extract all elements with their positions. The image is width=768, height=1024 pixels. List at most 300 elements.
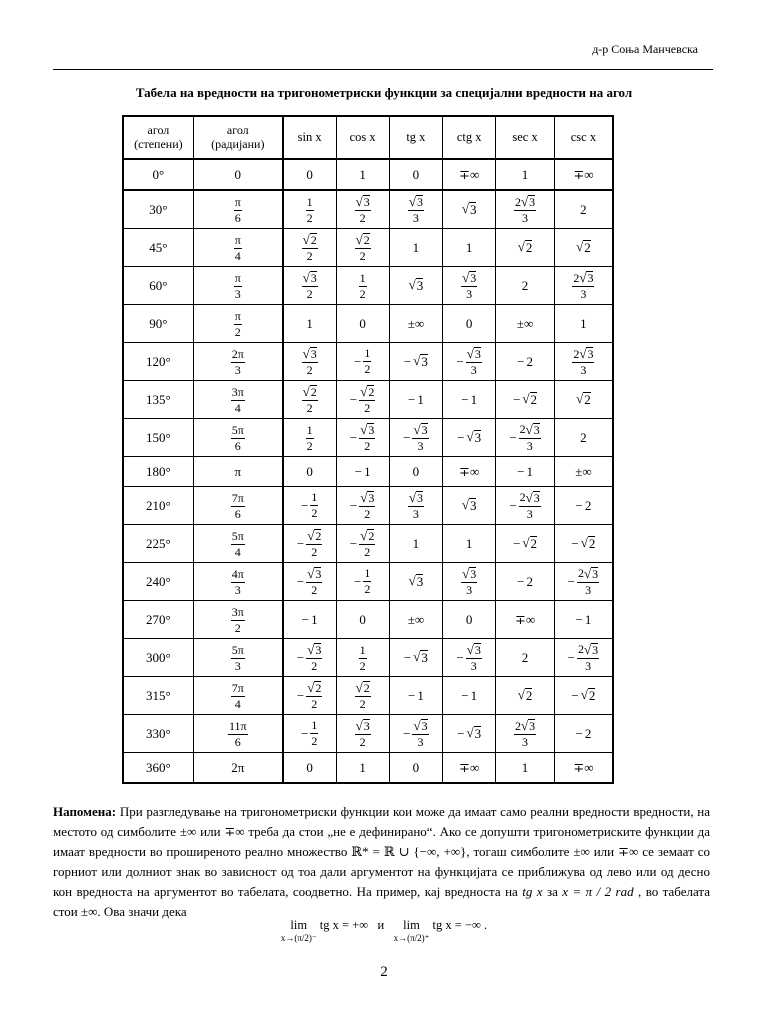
table-cell (443, 419, 496, 457)
minus-sign: − (403, 649, 412, 665)
value (576, 727, 592, 740)
table-cell (193, 753, 282, 784)
math-term: 2 (359, 248, 366, 263)
value (517, 575, 533, 588)
minus-sign: − (403, 726, 411, 741)
sqrt (303, 347, 317, 361)
math-term: 7π (231, 490, 244, 505)
fraction (302, 347, 318, 376)
table-cell (123, 267, 193, 305)
note-text-4: треба да стои „не е дефинирано“. Ако се допушти тригонометриските функции да имаат вредности во проширеното реално множество (53, 824, 711, 859)
fraction (355, 233, 371, 262)
note-text-1: При разгледување на тригонометриски функции кои може да имаат само реални вредности (119, 804, 630, 819)
denominator (235, 363, 241, 377)
sqrt-sign: √ (408, 573, 416, 589)
limit-operator: lim (403, 918, 420, 932)
value (413, 241, 420, 254)
numerator (234, 310, 242, 325)
sqrt-sign: √ (517, 687, 525, 703)
math-term: 2 √ 3 (573, 346, 594, 362)
math-term (581, 688, 596, 703)
table-cell (123, 563, 193, 601)
math-term: 1 (470, 688, 478, 703)
math-term (307, 529, 321, 543)
sqrt-sign: √ (408, 489, 416, 505)
value (153, 168, 165, 181)
numerator (228, 720, 248, 735)
fraction (302, 385, 318, 414)
table-cell (496, 190, 555, 229)
minus-sign: − (575, 612, 583, 627)
value (354, 347, 371, 375)
value (409, 574, 424, 589)
table-cell (496, 457, 555, 487)
numerator (234, 234, 242, 249)
table-title: Табела на вредности на тригонометриски функции за специјални вредности на агол (135, 85, 633, 100)
radicand: 3 (469, 498, 477, 514)
minus-sign: − (517, 574, 525, 589)
denominator (360, 211, 366, 225)
value (571, 536, 595, 551)
table-cell (389, 343, 442, 381)
table-cell (496, 715, 555, 753)
value (459, 761, 479, 774)
math-term: 3 (526, 506, 533, 521)
numerator (359, 529, 375, 545)
math-term: 2 (359, 286, 366, 301)
table-cell (193, 190, 282, 229)
table-cell (554, 563, 613, 601)
table-cell (123, 381, 193, 419)
value (149, 241, 167, 254)
table-cell (123, 343, 193, 381)
sqrt (413, 650, 428, 665)
radicand: 3 (533, 490, 540, 505)
note-symbol: ±∞ (573, 844, 590, 859)
value (404, 650, 428, 665)
radicand: 2 (588, 536, 596, 552)
minus-sign: − (575, 498, 583, 513)
math-term (466, 726, 481, 741)
value (580, 203, 587, 216)
math-term: 1 (521, 167, 529, 182)
table-cell (283, 343, 336, 381)
radicand: 3 (474, 726, 482, 742)
value (456, 643, 481, 672)
value (580, 431, 587, 444)
denominator (527, 439, 533, 453)
value (355, 681, 371, 710)
fraction (231, 424, 245, 452)
math-term: 1 (584, 612, 592, 627)
table-cell (389, 601, 442, 639)
column-header: sin x (283, 116, 336, 159)
denominator (418, 439, 424, 453)
sqrt-sign: √ (302, 269, 310, 285)
value (231, 606, 245, 634)
sqrt-sign: √ (520, 718, 529, 734)
sqrt-sign: √ (408, 193, 416, 209)
numerator (572, 347, 594, 363)
note-text-10: . Ова значи дека (97, 904, 187, 919)
radicand: 3 (416, 278, 424, 294)
math-term: 2 (359, 210, 366, 225)
value (457, 726, 481, 741)
math-term: 2 (364, 438, 371, 453)
math-term: 1 (306, 422, 313, 437)
sqrt-sign: √ (522, 535, 530, 551)
fraction (302, 233, 318, 262)
math-term (303, 233, 317, 247)
numerator (231, 682, 245, 697)
math-term: 3 (470, 362, 477, 377)
numerator (306, 681, 322, 697)
radicand: 3 (363, 718, 370, 733)
table-cell (283, 457, 336, 487)
table-cell (443, 159, 496, 190)
sqrt-sign: √ (579, 270, 587, 286)
table-cell (554, 601, 613, 639)
sqrt-sign: √ (302, 345, 310, 361)
sqrt (307, 567, 321, 581)
numerator (466, 643, 482, 659)
table-cell (443, 190, 496, 229)
value (462, 202, 477, 217)
value (302, 385, 318, 414)
value (568, 643, 599, 672)
column-header: csc x (554, 116, 613, 159)
value (231, 682, 245, 710)
table-cell (554, 419, 613, 457)
math-term: 0 (234, 167, 242, 182)
sqrt (521, 719, 535, 733)
value (518, 240, 533, 255)
denominator (311, 583, 317, 597)
table-cell (336, 305, 389, 343)
table-row (123, 601, 613, 639)
value (350, 529, 375, 558)
table-cell (336, 419, 389, 457)
sqrt-sign: √ (580, 687, 588, 703)
value (231, 644, 245, 672)
table-cell (496, 159, 555, 190)
sqrt (581, 688, 596, 703)
sqrt (303, 233, 317, 247)
table-cell (123, 715, 193, 753)
math-term: 1 (364, 566, 371, 581)
denominator (311, 734, 317, 748)
sqrt-sign: √ (520, 194, 529, 210)
sqrt-sign: √ (413, 649, 421, 665)
sqrt-sign: √ (413, 717, 421, 733)
minus-sign: − (353, 574, 362, 589)
math-term: 1 (417, 688, 424, 703)
table-cell (554, 677, 613, 715)
math-term: 1 (306, 194, 313, 209)
sqrt (467, 643, 481, 657)
value (146, 499, 171, 512)
table-cell (554, 190, 613, 229)
numerator (577, 567, 599, 583)
math-term: 3 (412, 210, 419, 225)
radicand: 3 (587, 347, 594, 362)
math-term: 2π (231, 346, 244, 361)
table-cell (193, 267, 282, 305)
note-text-5: , тогаш симболите (466, 844, 570, 859)
math-term: π (234, 308, 241, 323)
column-header: tg x (389, 116, 442, 159)
sqrt (356, 233, 370, 247)
math-term: 60° (149, 278, 168, 293)
denominator (466, 583, 472, 597)
value (234, 196, 242, 224)
value (234, 272, 242, 300)
sqrt (356, 681, 370, 695)
table-cell (336, 677, 389, 715)
math-term (409, 574, 424, 589)
value (573, 761, 593, 774)
value (306, 424, 314, 452)
numerator (302, 233, 318, 249)
sqrt (526, 491, 540, 505)
math-term: 0 (359, 316, 366, 331)
value (149, 279, 167, 292)
sqrt-sign: √ (461, 497, 469, 513)
table-cell (193, 639, 282, 677)
table-cell (193, 601, 282, 639)
math-term: 2 (364, 400, 371, 415)
math-term: 2 (364, 582, 371, 596)
fraction (228, 720, 248, 748)
sqrt (466, 430, 481, 445)
math-term: 0 (465, 612, 473, 627)
table-cell (193, 419, 282, 457)
minus-sign: − (296, 688, 305, 703)
radicand: 3 (368, 490, 375, 505)
value (306, 761, 313, 774)
denominator (235, 325, 241, 339)
table-row (123, 305, 613, 343)
fraction (355, 719, 371, 748)
math-term: 0 (412, 760, 420, 775)
numerator (461, 567, 477, 583)
math-term: 0 (412, 167, 420, 182)
radicand: 3 (592, 566, 599, 581)
table-cell (389, 639, 442, 677)
sqrt-sign: √ (413, 421, 421, 437)
math-term: 2 (306, 210, 313, 225)
table-cell (443, 639, 496, 677)
math-term: 2 √ 3 (573, 270, 594, 286)
table-cell (496, 229, 555, 267)
limit-subscript: x→(π/2)⁺ (393, 933, 430, 943)
column-header: агол (степени) (123, 116, 193, 159)
limit-and: и (377, 918, 385, 932)
math-term (466, 430, 481, 445)
math-term: 3 (522, 734, 529, 749)
math-term (462, 498, 477, 513)
value (228, 720, 248, 748)
table-cell (496, 525, 555, 563)
limit-operator: lim (290, 918, 308, 932)
math-term: 1 (364, 464, 371, 479)
value (461, 393, 477, 406)
radicand: 2 (363, 680, 370, 695)
sqrt (576, 240, 591, 255)
math-term (462, 271, 476, 285)
denominator (522, 211, 528, 225)
math-term: 3π (231, 604, 244, 619)
radicand: 3 (533, 422, 540, 437)
table-row (123, 677, 613, 715)
table-cell (389, 525, 442, 563)
math-term: 6 (234, 734, 241, 749)
radicand: 3 (529, 195, 536, 210)
math-term (356, 233, 370, 247)
minus-sign: − (300, 726, 309, 741)
value (350, 423, 375, 452)
math-term: 2 √ 3 (578, 641, 599, 657)
table-cell (193, 525, 282, 563)
numerator (302, 385, 318, 401)
radicand: 3 (470, 566, 477, 581)
note-text-7: се земаат со горниот или долниот знак во зависност од тоа дали аргументот на функцијата се приближува од лево или од десно кон вредноста на аргументот во табелата, соодветно. На пример, кај вредноста на (53, 844, 711, 899)
math-term: 0 (306, 464, 313, 479)
value (146, 651, 171, 664)
minus-sign: − (296, 574, 305, 589)
fraction (363, 567, 371, 595)
math-term: 2 (306, 400, 313, 415)
denominator (471, 363, 477, 377)
fraction (234, 272, 242, 300)
numerator (302, 271, 318, 287)
sqrt-sign: √ (466, 345, 474, 361)
table-cell (123, 601, 193, 639)
minus-sign: − (513, 535, 521, 551)
math-term: π (234, 194, 241, 209)
value (355, 233, 371, 262)
sqrt-sign: √ (525, 421, 533, 437)
math-term (413, 354, 428, 369)
table-cell (443, 267, 496, 305)
note-symbol: ±∞ (81, 904, 98, 919)
math-term: ∓∞ (459, 464, 480, 479)
sqrt (303, 385, 317, 399)
table-cell (443, 715, 496, 753)
table-cell (443, 563, 496, 601)
radicand: 3 (421, 354, 428, 370)
minus-sign: − (354, 464, 363, 479)
note-argument: x = π / 2 rad (562, 884, 634, 899)
math-term (356, 681, 370, 695)
math-term: 2 (584, 726, 592, 741)
table-row (123, 419, 613, 457)
math-term: 1 (470, 392, 478, 407)
math-term: 2 (364, 544, 371, 559)
fraction (306, 196, 314, 224)
math-term: 210° (146, 498, 171, 513)
math-term (522, 536, 537, 551)
radicand: 3 (421, 650, 428, 666)
fraction (306, 567, 322, 596)
value (146, 689, 171, 702)
fraction (577, 567, 599, 596)
value (355, 465, 371, 478)
fraction (310, 491, 318, 519)
denominator (311, 697, 317, 711)
numerator (231, 606, 245, 621)
denominator (307, 287, 313, 301)
minus-sign: − (567, 650, 576, 665)
table-cell (193, 305, 282, 343)
sqrt-sign: √ (302, 383, 310, 399)
math-term: 0 (306, 760, 313, 775)
fraction (461, 567, 477, 596)
math-term: 7π (231, 680, 244, 695)
math-term: 3 (234, 286, 241, 301)
fraction (572, 347, 594, 376)
value (413, 761, 420, 774)
fraction (519, 491, 541, 520)
value (403, 423, 428, 452)
trig-table-body (123, 116, 613, 783)
table-cell (554, 457, 613, 487)
sqrt (576, 392, 591, 407)
value (522, 168, 529, 181)
column-header: агол (радијани) (193, 116, 282, 159)
radicand: 2 (310, 232, 317, 247)
table-cell (443, 601, 496, 639)
value (568, 567, 599, 596)
denominator (360, 249, 366, 263)
denominator (235, 249, 241, 263)
math-term: 330° (146, 726, 171, 741)
table-cell (554, 525, 613, 563)
math-term (518, 688, 533, 703)
denominator (360, 659, 366, 673)
math-term: 6 (234, 506, 241, 521)
value (355, 195, 371, 224)
math-term (413, 650, 428, 665)
value (514, 195, 536, 224)
sqrt-sign: √ (462, 565, 470, 581)
denominator (307, 439, 313, 453)
fraction (519, 423, 541, 452)
value (359, 613, 366, 626)
sqrt (360, 491, 374, 505)
table-row (123, 190, 613, 229)
math-term: ∓∞ (459, 167, 480, 182)
table-cell (496, 639, 555, 677)
numerator (231, 348, 245, 363)
table-cell (443, 343, 496, 381)
fraction (231, 606, 245, 634)
note-text-2: вредности, на местото од симболите (53, 804, 710, 839)
value (513, 392, 537, 407)
table-cell (554, 159, 613, 190)
limit-left (281, 918, 317, 944)
minus-sign: − (509, 498, 517, 513)
sqrt-sign: √ (360, 421, 368, 437)
value (466, 241, 473, 254)
table-cell (283, 419, 336, 457)
math-term: 2 (306, 286, 313, 301)
math-term: 3 (585, 582, 592, 597)
table-cell (283, 305, 336, 343)
denominator (235, 583, 241, 597)
math-term: π (234, 464, 242, 479)
fraction (306, 529, 322, 558)
